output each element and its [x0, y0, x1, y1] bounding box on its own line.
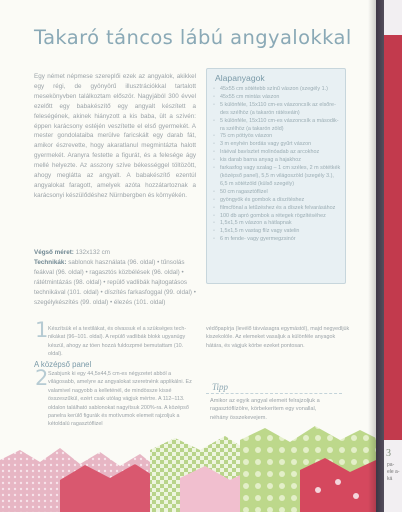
materials-item: ◦ 5 különféle, 15x110 cm-es vászoncsík a másodikra szélhöz (a takarón zöld) [213, 118, 341, 134]
materials-item: ◦ 3 m enyhén bordás vagy gyűrt vászon [213, 141, 341, 149]
materials-item: ◦ 100 db apró gombok a rétegek rögzítéséhez [213, 213, 341, 221]
specs-block [34, 248, 196, 307]
step-1-text: Készítsük el a textilákat, és olvassuk el a szükséges technikákat (96–101. oldal). A repülő vadlibák blokk ugyanúgy készül, ahogy az tóen hozzá fuldozpmé bemutattam (10. oldal). [48, 326, 187, 358]
right-column-text: védőpapírja (levélő távvásagra egymástól), majd negyedljük kiszekolóle. Az elemeket vasaljuk a különféle anyagok hátára, és vágjuk körbe ezeket pontosan. [206, 326, 350, 349]
materials-item: ◦ gyöngyök és gombok a díszítéshez [213, 197, 341, 205]
materials-item: ◦ 45x55 cm sötétebb színű vászon (szegély 1.) [213, 86, 341, 94]
materials-item: ◦ kis darab barna anyag a hajakhoz [213, 157, 341, 165]
fabric-photo [0, 420, 376, 512]
step-number-2: 2 [35, 366, 49, 390]
intro-paragraph: Egy német népmese szereplői ezek az angyalok, akikkel egy régi, de gyönyörű illusztrációkkal tartalott mesekönyvben találkoztam először. Nagyjából 300 évvel ezelőtt egy babakészítő egy angyalt készített a feleségének, akinek hiányzott a kis baba, ült a szívén: éppen karácsony estéjén veszítette el első gyermekét. A mester gondolataiba merülve faricskált egy darab fát, amikor észrevette, hogy akaratlanul megmintázta halott gyermekét. Aranyra festette a figurát, és a felesége ágy mellé helyezte. Az asszony szíve békességgel töltözött, ahogy meglátta az angyalt. A babakészítő ezentúl angyalokat faragott, amelyek azóta hozzátartoznak a karácsonyi készülődéshez Nürnbergben és környékén. [34, 73, 196, 199]
materials-item: ◦ 50 cm ragasztóflizel [213, 189, 341, 197]
materials-box [206, 68, 346, 284]
materials-item: ◦ 6 m fende- vagy gyermegzsinór [213, 236, 341, 244]
next-page-number: 3 [386, 448, 391, 459]
size-value: 132x132 cm [75, 249, 110, 256]
materials-item: ◦ filmcfönal a letűzéshez és a díszek felvarásához [213, 205, 341, 213]
size-label: Végső méret: [34, 249, 74, 256]
materials-item: ◦ 45x55 cm mintás vászon [213, 94, 341, 102]
step-2-text: Szabjunk ki egy 44,5x44,5 cm-es négyzetet abból a világosabb, amelyre az angyalokat szeretnénk applikálni. Ez valamivel nagyobb a kelleténél, de mindössze kissé összeszűkül, ezért csak utólag vágjuk mértre. A 112–113. oldalon található sablonokat nagyítsuk 200%-ra. A középső panelra kerülő figurák és motívumok elemeit rajzoljuk a kétoldalú ragasztóflizel [48, 371, 192, 428]
materials-item: ◦ 1,5x1,5 m vastag flíz vagy vatelin [213, 228, 341, 236]
materials-item: ◦ Iráéval bavísztet molinóadab az arcokhoz [213, 149, 341, 157]
materials-item: ◦ farkasfog vagy szalag – 1 cm széles, 2 m sötétkék (középső panel), 5,5 m világoszöld (szegély 3.), 6,5 m sötétzöld (külső szegély) [213, 165, 341, 189]
materials-item: ◦ 5 különféle, 15x110 cm-es vászoncsík az elsőredes szélhöz (a takarón rátéseáin) [213, 102, 341, 118]
tech-label: Technikák: [34, 258, 67, 266]
page-title: Takaró táncos lábú angyalokkal [34, 26, 352, 49]
next-page-text: pa ele a ká [387, 462, 400, 482]
materials-list [213, 86, 341, 244]
materials-item: ◦ 75 cm pöttyös vászon [213, 133, 341, 141]
tip-label: Tipp [212, 382, 229, 392]
tip-text: Amikor az egyik angyal elemeit felrajzoljuk a ragasztóflízölre, körbekerítem egy vonallal, néhány összekevejem. [210, 398, 320, 421]
step-number-1: 1 [35, 318, 49, 342]
tech-value: sablonok használata (96. oldal) • tűnsolás feákval (96. oldal) • ragasztós közbélések (96. oldal) • rátétmintázás (98. oldal) • repülő vadlibák hajtogatásos technikával (101. oldal) • díszítés farkasfoggal (99. oldal) • szegélykészítés (99. oldal) • élezés (101. oldal) [34, 258, 196, 306]
section-heading: A középső panel [34, 360, 92, 369]
materials-item: ◦ 1,5x1,5 m vászon a hátlapnak [213, 220, 341, 228]
next-page-red-band [384, 35, 402, 440]
tip-divider [206, 393, 342, 394]
materials-heading: Alapanyagok [215, 73, 265, 83]
